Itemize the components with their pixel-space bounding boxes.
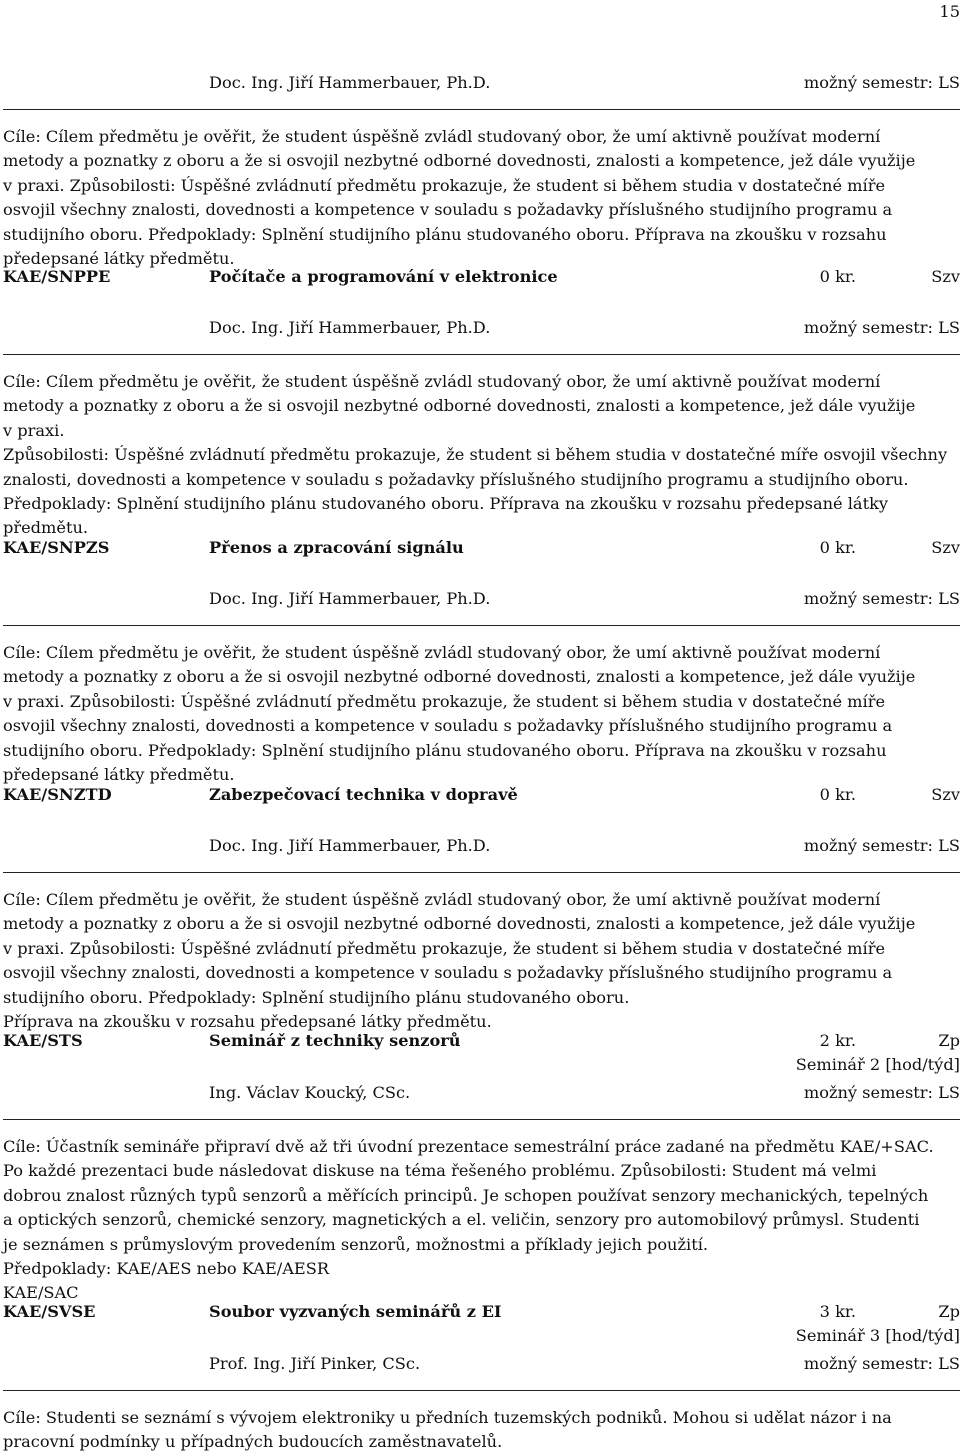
divider	[3, 872, 960, 873]
course-description: Cíle: Cílem předmětu je ověřit, že student úspěšně zvládl studovaný obor, že umí aktivně používat moderní metody a poznatky z oboru a že si osvojil nezbytné odborné dovednosti, znalosti a kompetence, jež dále využije v praxi. Způsobilosti: Úspěšné zvládnutí předmětu prokazuje, že student si během studia v dostatečné míře osvojil všechny znalosti, dovednosti a kompetence v souladu s požadavky příslušného studijního programu a studijního oboru. Předpoklady: Splnění studijního plánu studovaného oboru. Příprava na zkoušku v rozsahu předepsané látky předmětu.	[3, 127, 916, 269]
page-number: 15	[939, 2, 960, 21]
course-code: KAE/STS	[3, 1031, 83, 1050]
divider	[3, 1390, 960, 1391]
semester: možný semestr: LS	[803, 73, 960, 92]
course-kae-snppe	[3, 265, 960, 541]
course-description: Cíle: Cílem předmětu je ověřit, že student úspěšně zvládl studovaný obor, že umí aktivně používat moderní metody a poznatky z oboru a že si osvojil nezbytné odborné dovednosti, znalosti a kompetence, jež dále využije v praxi. Způsobilosti: Úspěšné zvládnutí předmětu prokazuje, že student si během studia v dostatečné míře osvojil všechny znalosti, dovednosti a kompetence v souladu s požadavky příslušného studijního programu a studijního oboru. Předpoklady: Splnění studijního plánu studovaného oboru. Příprava na zkoušku v rozsahu předepsané látky předmětu.	[3, 643, 916, 785]
semester: možný semestr: LS	[803, 836, 960, 855]
course-title: Soubor vyzvaných seminářů z EI	[209, 1302, 502, 1321]
course-kae-snztd	[3, 783, 960, 1034]
lecturer: Doc. Ing. Jiří Hammerbauer, Ph.D.	[209, 836, 491, 855]
course-continued	[3, 71, 960, 271]
seminar-hours: Seminář 2 [hod/týd]	[795, 1055, 960, 1074]
course-code: KAE/SNPPE	[3, 267, 111, 286]
course-credits: 3 kr.	[819, 1302, 856, 1321]
course-kae-snpzs	[3, 536, 960, 787]
lecturer: Prof. Ing. Jiří Pinker, CSc.	[209, 1354, 421, 1373]
course-credits: 2 kr.	[819, 1031, 856, 1050]
lecturer: Ing. Václav Koucký, CSc.	[209, 1083, 411, 1102]
divider	[3, 625, 960, 626]
course-description: Cíle: Cílem předmětu je ověřit, že student úspěšně zvládl studovaný obor, že umí aktivně používat moderní metody a poznatky z oboru a že si osvojil nezbytné odborné dovednosti, znalosti a kompetence, jež dále využije v praxi. Způsobilosti: Úspěšné zvládnutí předmětu prokazuje, že student si během studia v dostatečné míře osvojil všechny znalosti, dovednosti a kompetence v souladu s požadavky příslušného studijního programu a studijního oboru. Předpoklady: Splnění studijního plánu studovaného oboru. Příprava na zkoušku v rozsahu předepsané látky předmětu.	[3, 890, 916, 1032]
course-kae-sts	[3, 1029, 960, 1306]
course-description: Cíle: Studenti se seznámí s vývojem elektroniky u předních tuzemských podniků. Mohou si udělat názor i na pracovní podmínky u případných budoucích zaměstnavatelů.	[3, 1408, 892, 1452]
course-credits: 0 kr.	[819, 538, 856, 557]
semester: možný semestr: LS	[803, 589, 960, 608]
course-exam: Zp	[938, 1031, 960, 1050]
course-exam: Zp	[938, 1302, 960, 1321]
course-kae-svse	[3, 1300, 960, 1455]
divider	[3, 109, 960, 110]
divider	[3, 354, 960, 355]
course-exam: Szv	[931, 267, 960, 286]
divider	[3, 1119, 960, 1120]
course-code: KAE/SVSE	[3, 1302, 96, 1321]
seminar-hours: Seminář 3 [hod/týd]	[795, 1326, 960, 1345]
course-exam: Szv	[931, 785, 960, 804]
course-code: KAE/SNZTD	[3, 785, 112, 804]
course-title: Seminář z techniky senzorů	[209, 1031, 461, 1050]
semester: možný semestr: LS	[803, 1083, 960, 1102]
semester: možný semestr: LS	[803, 318, 960, 337]
semester: možný semestr: LS	[803, 1354, 960, 1373]
course-title: Zabezpečovací technika v dopravě	[209, 785, 518, 804]
course-description: Cíle: Účastník semináře připraví dvě až tři úvodní prezentace semestrální práce zadané na předmětu KAE/+SAC. Po každé prezentaci bude následovat diskuse na téma řešeného problému. Způsobilosti: Student má velmi dobrou znalost různých typů senzorů a měřících principů. Je schopen používat senzory mechanických, tepelných a optických senzorů, chemické senzory, magnetických a el. veličin, senzory pro automobilový průmysl. Studenti je seznámen s průmyslovým provedením senzorů, možnostmi a příklady jejich použití. Předpoklady: KAE/AES nebo KAE/AESR KAE/SAC	[3, 1137, 934, 1303]
lecturer: Doc. Ing. Jiří Hammerbauer, Ph.D.	[209, 318, 491, 337]
course-title: Přenos a zpracování signálu	[209, 538, 464, 557]
lecturer: Doc. Ing. Jiří Hammerbauer, Ph.D.	[209, 73, 491, 92]
course-credits: 0 kr.	[819, 267, 856, 286]
course-description: Cíle: Cílem předmětu je ověřit, že student úspěšně zvládl studovaný obor, že umí aktivně používat moderní metody a poznatky z oboru a že si osvojil nezbytné odborné dovednosti, znalosti a kompetence, jež dále využije v praxi. Způsobilosti: Úspěšné zvládnutí předmětu prokazuje, že student si během studia v dostatečné míře osvojil všechny znalosti, dovednosti a kompetence v souladu s požadavky příslušného studijního programu a studijního oboru. Předpoklady: Splnění studijního plánu studovaného oboru. Příprava na zkoušku v rozsahu předepsané látky předmětu.	[3, 372, 948, 538]
course-title: Počítače a programování v elektronice	[209, 267, 558, 286]
course-code: KAE/SNPZS	[3, 538, 110, 557]
lecturer: Doc. Ing. Jiří Hammerbauer, Ph.D.	[209, 589, 491, 608]
course-exam: Szv	[931, 538, 960, 557]
course-credits: 0 kr.	[819, 785, 856, 804]
